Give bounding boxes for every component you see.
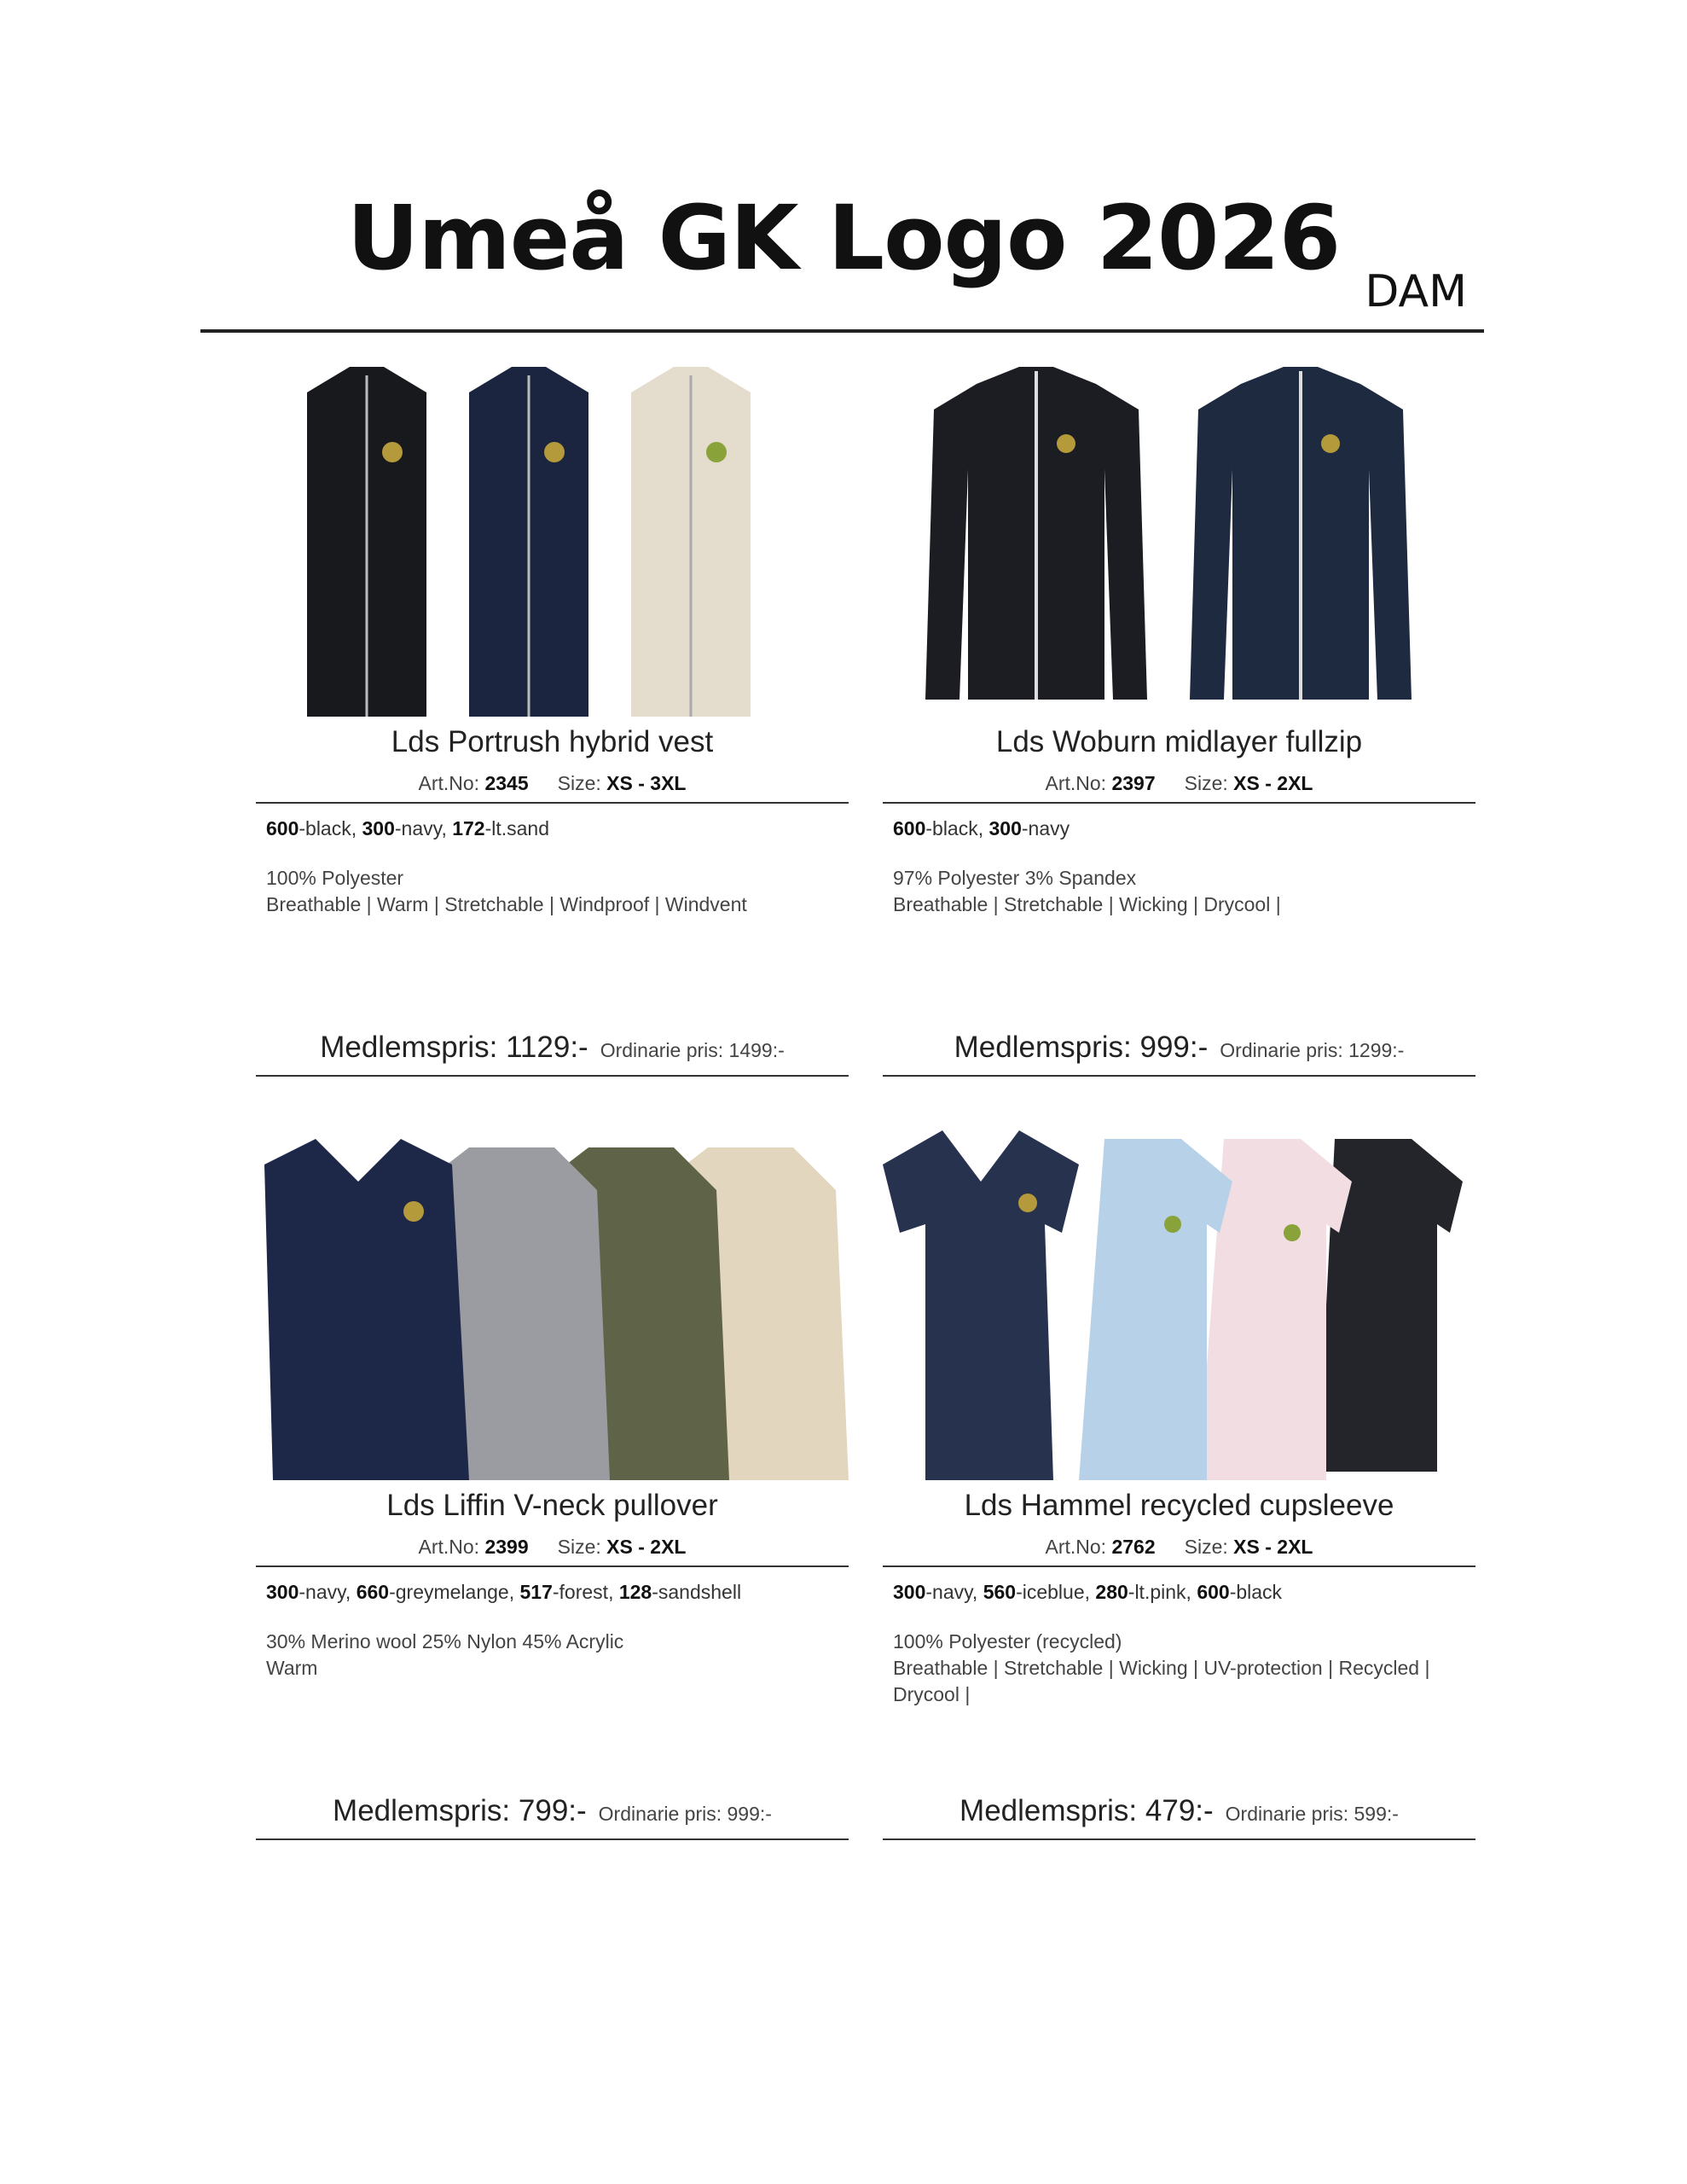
- divider: [883, 1565, 1475, 1567]
- member-price: 799:-: [518, 1794, 587, 1827]
- material-info: 100% Polyester Breathable | Warm | Stretchable | Windproof | Windvent: [266, 867, 747, 915]
- material-info: 100% Polyester (recycled) Breathable | Stretchable | Wicking | UV-protection | Recycled | Drycool |: [893, 1630, 1430, 1705]
- product-photo: [256, 341, 849, 734]
- article-number: 2399: [484, 1536, 529, 1558]
- material-info: 30% Merino wool 25% Nylon 45% Acrylic Warm: [266, 1630, 624, 1679]
- product-photo: [883, 341, 1475, 734]
- divider: [883, 802, 1475, 804]
- size-range: XS - 2XL: [606, 1536, 687, 1558]
- member-price: 1129:-: [506, 1031, 588, 1064]
- price-row: Medlemspris: 799:- Ordinarie pris: 999:-: [333, 1794, 772, 1827]
- product-name: Lds Portrush hybrid vest: [391, 725, 714, 758]
- size-range: XS - 3XL: [606, 772, 687, 794]
- vest-illustration: [256, 341, 849, 734]
- color-list: 600-black, 300-navy: [893, 817, 1070, 839]
- price-row: Medlemspris: 479:- Ordinarie pris: 599:-: [959, 1794, 1399, 1827]
- material-info: 97% Polyester 3% Spandex Breathable | Stretchable | Wicking | Drycool |: [893, 867, 1281, 915]
- divider: [256, 1838, 849, 1840]
- price-row: Medlemspris: 999:- Ordinarie pris: 1299:-: [954, 1031, 1405, 1064]
- color-list: 600-black, 300-navy, 172-lt.sand: [266, 817, 550, 839]
- color-list: 300-navy, 560-iceblue, 280-lt.pink, 600-black: [893, 1581, 1283, 1603]
- jacket-illustration: [883, 341, 1475, 734]
- ordinary-price: 1299:-: [1348, 1039, 1405, 1061]
- size-range: XS - 2XL: [1233, 1536, 1313, 1558]
- color-list: 300-navy, 660-greymelange, 517-forest, 128-sandshell: [266, 1581, 742, 1603]
- product-name: Lds Liffin V-neck pullover: [386, 1489, 718, 1522]
- header-divider: [200, 329, 1484, 333]
- product-meta: Art.No: 2762 Size: XS - 2XL: [1045, 1536, 1313, 1558]
- divider: [883, 1838, 1475, 1840]
- product-meta: Art.No: 2345 Size: XS - 3XL: [418, 772, 687, 794]
- ordinary-price: 999:-: [727, 1803, 772, 1825]
- size-range: XS - 2XL: [1233, 772, 1313, 794]
- product-meta: Art.No: 2399 Size: XS - 2XL: [418, 1536, 687, 1558]
- product-name: Lds Woburn midlayer fullzip: [995, 725, 1363, 758]
- ordinary-price: 1499:-: [728, 1039, 785, 1061]
- divider: [256, 802, 849, 804]
- article-number: 2762: [1111, 1536, 1156, 1558]
- price-row: Medlemspris: 1129:- Ordinarie pris: 1499:-: [320, 1031, 785, 1064]
- divider: [256, 1075, 849, 1077]
- pullover-illustration: [256, 1105, 849, 1497]
- shirt-illustration: [883, 1105, 1475, 1497]
- product-meta: Art.No: 2397 Size: XS - 2XL: [1045, 772, 1313, 794]
- member-price: 999:-: [1139, 1031, 1209, 1064]
- member-price: 479:-: [1145, 1794, 1214, 1827]
- product-photo: [256, 1105, 849, 1497]
- ordinary-price: 599:-: [1354, 1803, 1399, 1825]
- article-number: 2397: [1111, 772, 1156, 794]
- category-tag: DAM: [1365, 266, 1467, 317]
- divider: [256, 1565, 849, 1567]
- product-name: Lds Hammel recycled cupsleeve: [964, 1489, 1394, 1522]
- page-title: Umeå GK Logo 2026: [346, 186, 1341, 290]
- article-number: 2345: [484, 772, 529, 794]
- divider: [883, 1075, 1475, 1077]
- product-photo: [883, 1105, 1475, 1497]
